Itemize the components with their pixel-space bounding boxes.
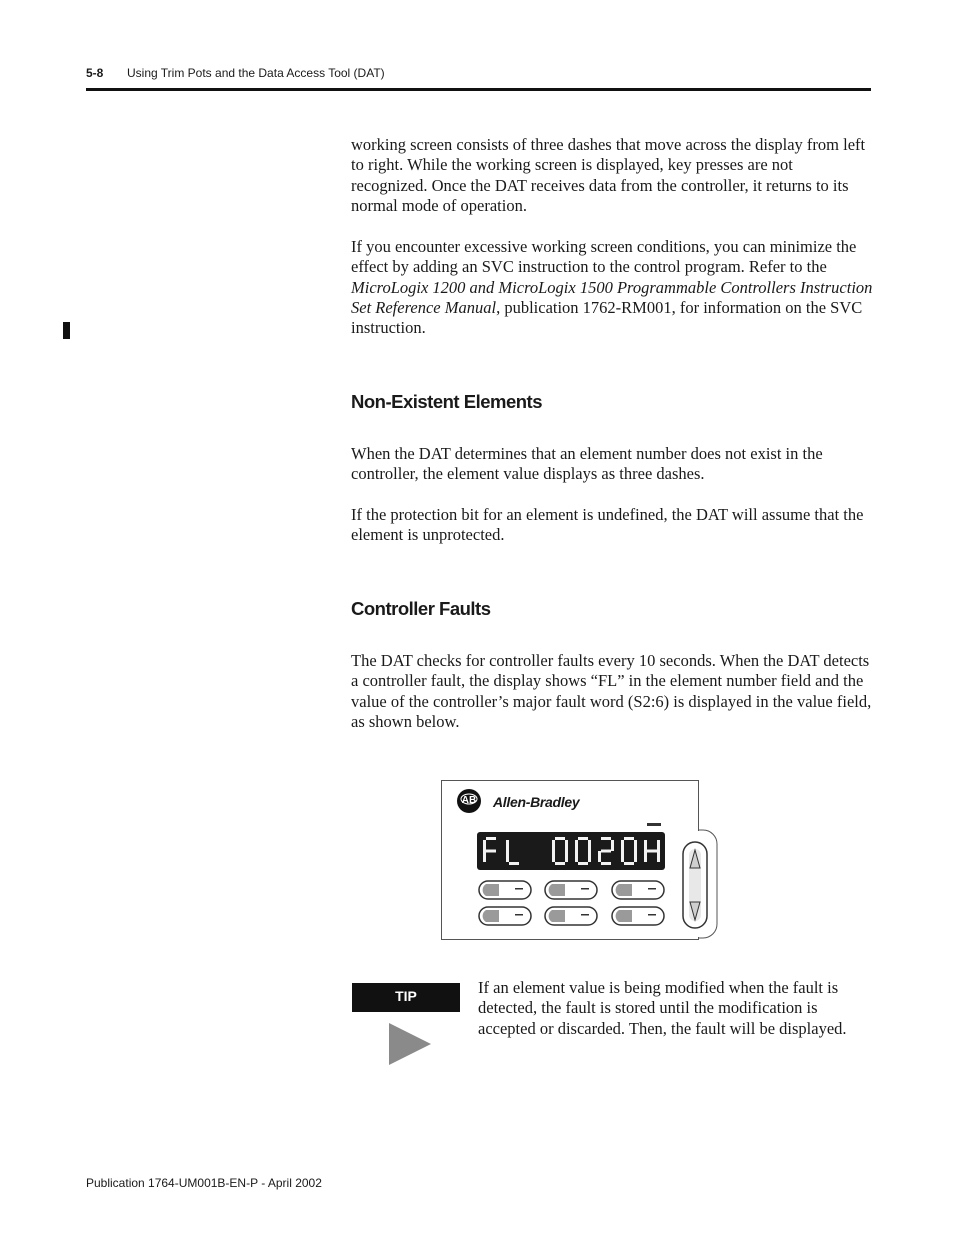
lcd-segment (578, 862, 588, 865)
lcd-segment (657, 840, 660, 851)
lcd-segment (575, 840, 578, 851)
lcd-segment (644, 851, 647, 862)
lcd-segment (552, 851, 555, 862)
lcd-segment (506, 840, 509, 851)
lcd-segment (588, 851, 591, 862)
change-bar (63, 322, 70, 339)
key-f5[interactable] (545, 907, 597, 925)
lcd-segment (601, 837, 611, 840)
paragraph-faults (351, 651, 873, 732)
logo-text: AB (461, 795, 477, 806)
brand-name: Allen-Bradley (493, 794, 580, 810)
lcd-segment (555, 837, 565, 840)
page-footer: Publication 1764-UM001B-EN-P - April 2002 (86, 1176, 322, 1190)
tip-arrow-icon (389, 1023, 431, 1065)
lcd-segment (634, 840, 637, 851)
paragraph-text: The DAT checks for controller faults every 10 seconds. When the DAT detects a controller fault, the display shows “FL” in the element number field and the value of the controller’s major fault word (S2:6) is displayed in the value field, as shown below. (351, 651, 872, 731)
lcd-segment (483, 851, 486, 862)
status-indicator (647, 823, 661, 826)
lcd-segment (483, 840, 486, 851)
paragraph-non-existent-2 (351, 505, 873, 546)
tip-label: TIP (352, 983, 460, 1012)
paragraph-non-existent-1 (351, 444, 873, 485)
svc-text-end: , publication 1762-RM001, for information on the SVC instruction. (351, 297, 863, 338)
key-f2[interactable] (545, 881, 597, 899)
lcd-segment (598, 851, 601, 862)
lcd-segment (552, 840, 555, 851)
lcd-segment (611, 840, 614, 851)
lcd-segment (509, 862, 519, 865)
lcd-segment (634, 851, 637, 862)
paragraph-svc (351, 237, 873, 338)
page-header (86, 66, 385, 80)
lcd-segment (601, 850, 611, 853)
dat-device-drawing (441, 780, 719, 942)
heading-non-existent: Non-Existent Elements (351, 391, 542, 412)
lcd-segment (575, 851, 578, 862)
lcd-segment (565, 851, 568, 862)
lcd-segment (621, 840, 624, 851)
chapter-title: Using Trim Pots and the Data Access Tool (DAT) (127, 66, 385, 80)
lcd-segment (601, 862, 611, 865)
key-f4[interactable] (479, 907, 531, 925)
paragraph-text (351, 237, 873, 338)
lcd-segment (621, 851, 624, 862)
lcd-segment (624, 862, 634, 865)
paragraph-text: working screen consists of three dashes that move across the display from left to right. While the working screen is displayed, key presses are not recognized. Once the DAT receives data from the controller, it returns to its normal mode of operation. (351, 135, 866, 215)
paragraph-working-screen (351, 135, 873, 216)
lcd-segment (506, 851, 509, 862)
lcd-segment (565, 840, 568, 851)
paragraph-text: When the DAT determines that an element number does not exist in the controller, the element value displays as three dashes. (351, 444, 823, 484)
up-down-rocker[interactable] (683, 842, 707, 928)
lcd-segment (578, 837, 588, 840)
lcd-segment (555, 862, 565, 865)
svc-text-start: If you encounter excessive working screen conditions, you can minimize the effect by adding an SVC instruction to the control program. Refer to the (351, 237, 857, 277)
dat-device-figure (441, 780, 719, 942)
paragraph-text: If the protection bit for an element is undefined, the DAT will assume that the element is unprotected. (351, 505, 864, 545)
manual-title: MicroLogix 1200 and MicroLogix 1500 Programmable Controllers Instruction Set Reference Manual (351, 277, 873, 317)
header-rule (86, 88, 871, 91)
lcd-segment (624, 837, 634, 840)
tip-text: If an element value is being modified when the fault is detected, the fault is stored until the modification is accepted or discarded. Then, the fault will be displayed. (478, 978, 847, 1038)
lcd-segment (657, 851, 660, 862)
ab-logo-icon (457, 789, 481, 813)
lcd-segment (644, 840, 647, 851)
key-f6[interactable] (612, 907, 664, 925)
lcd-segment (486, 850, 496, 853)
lcd-segment (588, 840, 591, 851)
heading-controller-faults: Controller Faults (351, 598, 491, 619)
key-f1[interactable] (479, 881, 531, 899)
key-f3[interactable] (612, 881, 664, 899)
page-number: 5-8 (86, 66, 104, 80)
lcd-segment (647, 850, 657, 853)
lcd-segment (486, 837, 496, 840)
